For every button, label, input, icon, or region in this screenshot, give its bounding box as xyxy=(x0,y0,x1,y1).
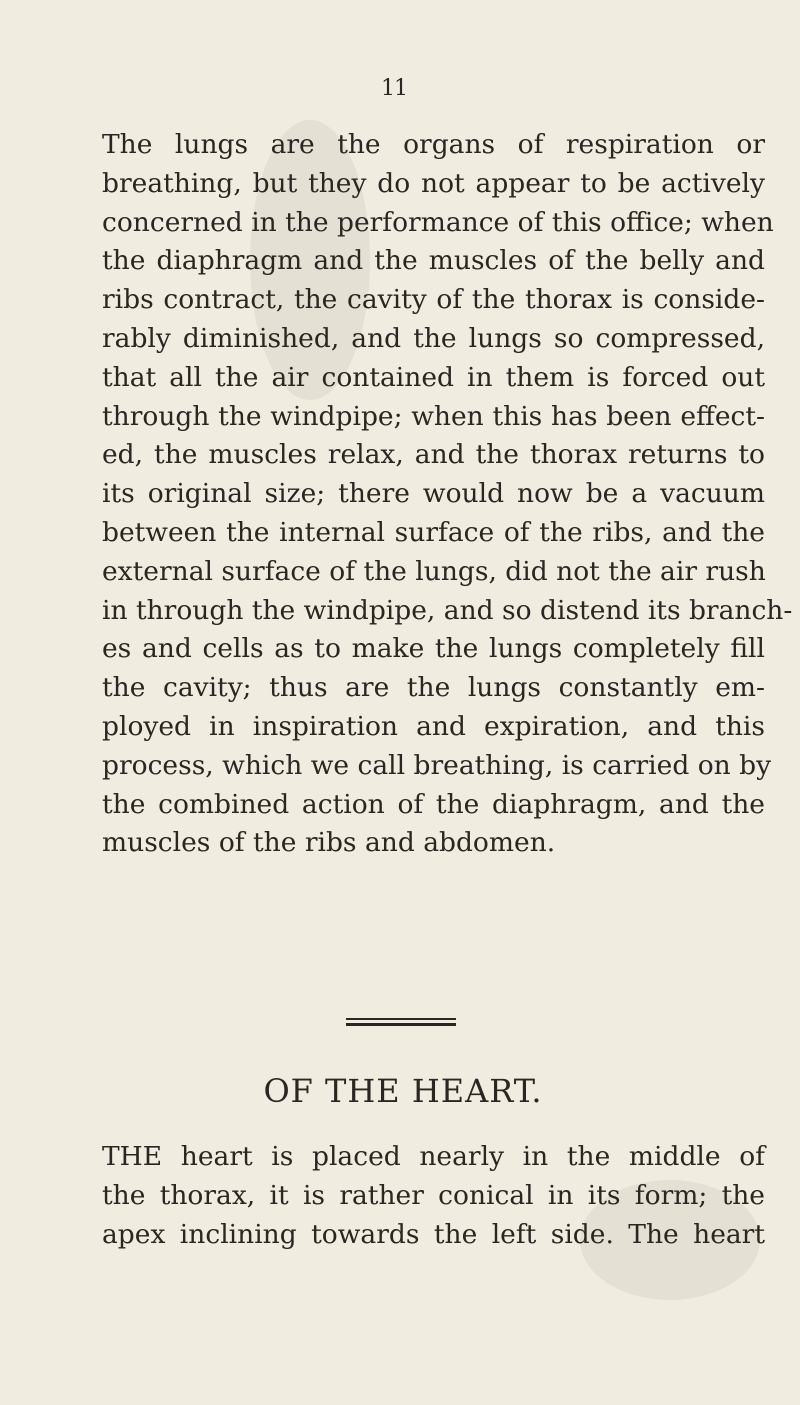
text-line: the combined action of the diaphragm, and the xyxy=(102,788,765,820)
text-line: es and cells as to make the lungs completely fill xyxy=(102,633,765,665)
text-line: rably diminished, and the lungs so compressed, xyxy=(102,322,765,354)
text-line: in through the windpipe, and so distend its branch- xyxy=(102,594,793,626)
text-line: ribs contract, the cavity of the thorax is conside- xyxy=(102,284,765,316)
text-line: muscles of the ribs and abdomen. xyxy=(102,827,556,859)
text-line: between the internal surface of the ribs, and the xyxy=(102,516,765,548)
text-line: THE heart is placed nearly in the middle of xyxy=(102,1141,765,1172)
text-line: its original size; there would now be a vacuum xyxy=(102,478,765,510)
text-line: process, which we call breathing, is carried on by xyxy=(102,749,772,781)
text-line: the cavity; thus are the lungs constantly em- xyxy=(102,672,765,704)
text-line: ployed in inspiration and expiration, and this xyxy=(102,710,765,742)
text-line: apex inclining towards the left side. The heart xyxy=(102,1218,765,1250)
page-number: 11 xyxy=(381,76,407,101)
text-line: concerned in the performance of this office; when xyxy=(102,206,774,238)
section-heading: OF THE HEART. xyxy=(263,1072,543,1110)
section-rule xyxy=(346,1018,456,1020)
text-line: ed, the muscles relax, and the thorax returns to xyxy=(102,439,765,471)
text-line: through the windpipe; when this has been effect- xyxy=(102,400,765,432)
paragraph-heart xyxy=(102,1138,765,1254)
text-line: external surface of the lungs, did not the air rush xyxy=(102,555,766,587)
paragraph-lungs xyxy=(102,126,793,863)
text-line: breathing, but they do not appear to be actively xyxy=(102,167,765,199)
section-rule xyxy=(346,1023,456,1026)
text-line: The lungs are the organs of respiration or xyxy=(102,129,765,160)
text-line: that all the air contained in them is forced out xyxy=(102,361,765,393)
text-line: the thorax, it is rather conical in its form; the xyxy=(102,1179,765,1211)
text-line: the diaphragm and the muscles of the belly and xyxy=(102,245,765,277)
